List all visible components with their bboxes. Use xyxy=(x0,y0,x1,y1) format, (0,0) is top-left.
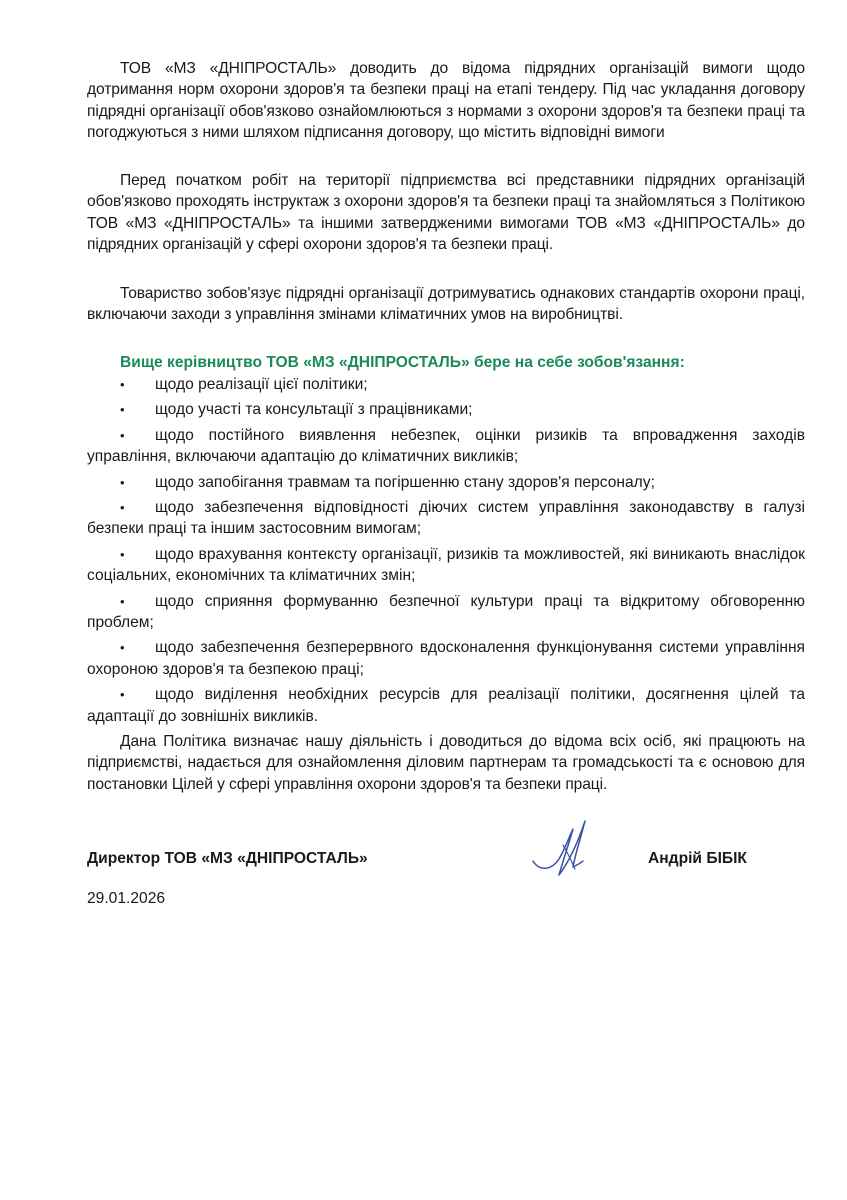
signatory-title: Директор ТОВ «МЗ «ДНІПРОСТАЛЬ» xyxy=(87,850,368,867)
paragraph-closing: Дана Політика визначає нашу діяльність і доводиться до відома всіх осіб, які працюють на підприємстві, надається для ознайомлення діловим партнерам та громадськості та є основою для постановки Цілей у сфері управління охорони здоров'я та безпеки праці. xyxy=(87,733,805,793)
list-item: • щодо сприяння формуванню безпечної культури праці та відкритому обговоренню проблем; xyxy=(87,592,805,632)
commitments-heading: Вище керівництво ТОВ «МЗ «ДНІПРОСТАЛЬ» бере на себе зобов'язання: xyxy=(120,354,685,371)
bullet-icon: • xyxy=(120,474,125,490)
paragraph-briefing: Перед початком робіт на території підприємства всі представники підрядних організацій обов'язково проходять інструктаж з охорони здоров'я та безпеки праці та знайомляться з Політикою ТОВ «МЗ «ДНІПРОСТАЛЬ» та іншими затвердженими вимогами ТОВ «МЗ «ДНІПРОСТАЛЬ» до підрядних організацій у сфері охорони здоров'я та безпеки праці. xyxy=(87,172,805,254)
bullet-icon: • xyxy=(120,500,125,516)
signature-block xyxy=(87,850,805,870)
bullet-icon: • xyxy=(120,687,125,703)
list-item: • щодо забезпечення відповідності діючих систем управління законодавству в галузі безпеки праці та іншим застосовним вимогам; xyxy=(87,499,805,538)
bullet-icon: • xyxy=(120,427,125,443)
bullet-icon: • xyxy=(120,640,125,656)
bullet-icon: • xyxy=(120,546,125,562)
bullet-icon: • xyxy=(120,377,125,392)
list-item: • щодо постійного виявлення небезпек, оцінки ризиків та впровадження заходів управління, включаючи адаптацію до кліматичних викликів; xyxy=(87,426,805,466)
list-item: • щодо врахування контексту організації, ризиків та можливостей, які виникають внаслідок соціальних, економічних та кліматичних змін; xyxy=(87,545,805,585)
list-item: • щодо запобігання травмам та погіршенню стану здоров'я персоналу; xyxy=(87,472,805,493)
signature-icon xyxy=(529,815,599,883)
bullet-icon: • xyxy=(120,593,125,609)
paragraph-standards: Товариство зобов'язує підрядні організації дотримуватись однакових стандартів охорони праці, включаючи заходи з управління змінами кліматичних умов на виробництві. xyxy=(87,285,805,324)
bullet-icon: • xyxy=(120,402,125,418)
paragraph-tender-requirements: ТОВ «МЗ «ДНІПРОСТАЛЬ» доводить до відома підрядних організацій вимоги щодо дотримання норм охорони здоров'я та безпеки праці на етапі тендеру. Під час укладання договору підрядні організації обов'язково ознайомлюються з нормами з охорони здоров'я та безпеки праці та погоджуються з ними шляхом підписання договору, що містить відповідні вимоги xyxy=(87,60,805,142)
list-item: • щодо реалізації цієї політики; xyxy=(87,374,805,395)
signatory-name: Андрій БІБІК xyxy=(648,850,747,867)
list-item: • щодо забезпечення безперервного вдосконалення функціонування системи управління охороною здоров'я та безпекою праці; xyxy=(87,639,805,678)
commitments-list xyxy=(87,374,805,731)
list-item: • щодо участі та консультації з працівниками; xyxy=(87,399,805,420)
document-date: 29.01.2026 xyxy=(87,890,166,907)
list-item: • щодо виділення необхідних ресурсів для реалізації політики, досягнення цілей та адаптації до зовнішніх викликів. xyxy=(87,686,805,725)
